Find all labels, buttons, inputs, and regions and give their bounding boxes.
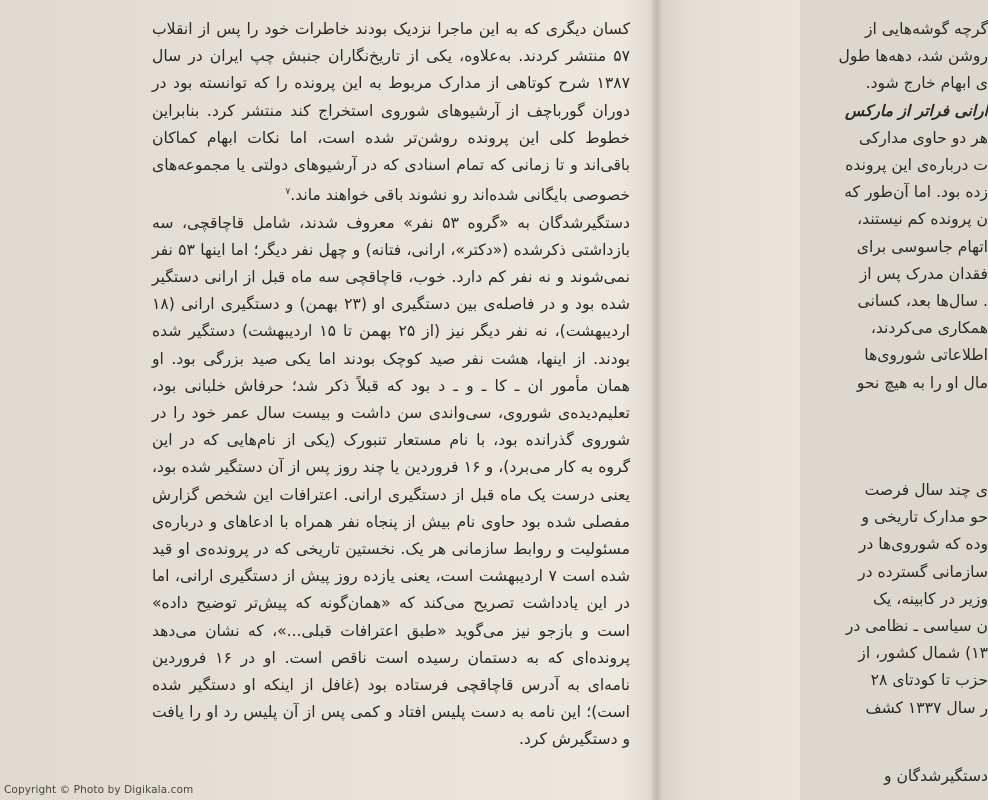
right-line: وزیر در کابینه، یک — [873, 589, 988, 608]
right-line: فقدان مدرک پس از — [859, 264, 988, 283]
right-line: روشن شد، دهه‌ها طول — [838, 47, 988, 66]
right-line: ت درباره‌ی این پرونده — [845, 156, 988, 175]
right-line: حزب تا کودتای ۲۸ — [870, 671, 988, 690]
copyright-watermark: Copyright © Photo by Digikala.com — [4, 784, 194, 796]
right-line: حو مدارک تاریخی و — [861, 508, 988, 527]
book-gutter — [652, 0, 662, 800]
right-line: ِوده که شوروی‌ها در — [858, 535, 988, 554]
right-line: همکاری می‌کردند، — [870, 319, 988, 338]
right-line: ی چند سال فرصت — [864, 481, 988, 499]
right-page-top-text — [670, 16, 988, 397]
right-line: سازمانی گسترده در — [858, 562, 988, 581]
right-line: ن پرونده کم نیستند، — [857, 210, 988, 229]
right-line: دستگیرشدگان و — [883, 767, 988, 785]
right-line: ی ابهام خارج شود. — [865, 74, 988, 93]
right-line: مال او را به هیچ نحو — [856, 373, 988, 392]
footnote-marker: ۷ — [285, 187, 291, 198]
main-text-column — [152, 16, 630, 754]
right-line: ر سال ۱۳۳۷ کشف — [865, 698, 988, 717]
right-line: ۱۳) شمال کشور، از — [858, 644, 988, 663]
right-page-bottom-text — [670, 763, 988, 790]
paragraph-2: دستگیرشدگان به «گروه ۵۳ نفر» معروف شدند، شامل قاچاقچی، سه بازداشتی ذکرشده («دکتر»، ارانی، فتانه) و چهل نفر دیگر؛ اما اینها ۵۳ نفر نمی‌شوند و نه نفر کم دارد. خوب، قاچاقچی سه ماه قبل از ارانی دستگیر شده بود و در فاصله‌ی بین دستگیری او (۲۳ بهمن) و دستگیری ارانی (۱۸ اردیبهشت)، نه نفر دیگر نیز (از ۲۵ بهمن تا ۱۵ اردیبهشت) دستگیر شده بودند. از اینها، هشت نفر صید کوچک بودند اما یکی صید بزرگی بود. او همان مأمور ان ـ کا ـ و ـ د بود که قبلاً ذکر شد؛ حرفاش خلبانی بود، تعلیم‌دیده‌ی شوروی، سی‌واندی سن داشت و بیست سال عمر خود را در شوروی گذرانده بود، با نام مستعار تنبورک (یکی از نام‌هایی که در این گروه به کار می‌برد)، و ۱۶ فروردین یا چند روز پس از آن دستگیر شده بود، یعنی درست یک ماه قبل از دستگیری ارانی. اعترافات این شخص گزارش مفصلی شده بود حاوی نام بیش از پنجاه نفر همراه با ادعاهای و درباره‌ی مسئولیت و روابط سازمانی هر یک. نخستین تاریخی که در پرونده‌ی او قید شده است ۷ اردیبهشت است، یعنی یازده روز پیش از دستگیری ارانی، اما در این یادداشت تصریح می‌کند که «همان‌گونه که پیش‌تر توضیح داده» است و بازجو نیز می‌گوید «طبق اعترافات قبلی...»، که نشان می‌دهد پرونده‌ای که به دستمان رسیده است ناقص است. او در ۱۶ فروردین نامه‌ای به آدرس قاچاقچی فرستاده بود (غافل از اینکه او دستگیر شده است)؛ این نامه به دست پلیس افتاد و کمی پس از آن پلیس رد او را یافت و دستگیرش کرد. — [152, 213, 630, 749]
paragraph-1-text: کسان دیگری که به این ماجرا نزدیک بودند خاطرات خود را پس از انقلاب ۵۷ منتشر کردند. به‌علاوه، یکی از تاریخ‌نگاران جنبش چپ ایران در سال ۱۳۸۷ شرح کوتاهی از مدارک مربوط به این پرونده را که توانسته بود در دوران گورباچف از آرشیوهای شوروی استخراج کند منتشر کرد. بنابراین خطوط کلی این پرونده روشن‌تر شده است، اما نکات ابهام کماکان باقی‌اند و تا زمانی که تمام اسنادی که در آرشیوهای دولتی یا مجموعه‌های خصوصی بایگانی شده‌اند رو نشوند باقی خواهند ماند. — [152, 20, 630, 205]
right-line: ن سیاسی ـ نظامی در — [845, 617, 988, 636]
right-line: گرچه گوشه‌هایی از — [864, 20, 988, 38]
right-line-heading: ارانی فراتر از مارکس — [845, 101, 988, 120]
paragraph-1 — [152, 16, 630, 210]
right-book-page — [662, 0, 988, 800]
right-line: اطلاعاتی شوروی‌ها — [864, 346, 988, 365]
right-line: هر دو حاوی مدارکی — [858, 128, 988, 147]
right-line: . سال‌ها بعد، کسانی — [857, 292, 988, 311]
right-line: زده بود. اما آن‌طور که — [844, 183, 988, 202]
right-page-middle-text — [670, 477, 988, 722]
right-line: اتهام جاسوسی برای — [856, 237, 988, 256]
